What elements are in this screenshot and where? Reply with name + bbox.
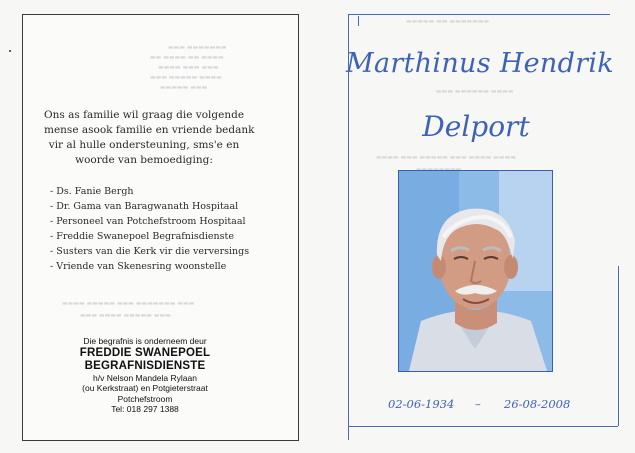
frame-tick <box>358 16 359 26</box>
bleed-through-text: ▬▬▬▬ ▬▬▬ ▬▬▬ <box>158 64 219 71</box>
funeral-intro: Die begrafnis is onderneem deur <box>83 336 207 346</box>
funeral-address: (ou Kerkstraat) en Potgieterstraat <box>82 383 208 393</box>
bleed-through-text: ▬▬▬▬ ▬▬▬▬▬ ▬▬▬ ▬▬▬▬▬▬▬ ▬▬▬ <box>62 300 195 307</box>
list-item: - Susters van die Kerk vir die verversings <box>50 246 250 257</box>
frame-line <box>348 14 610 15</box>
deceased-first-names: Marthinus Hendrik <box>346 48 614 79</box>
bleed-through-text: ▬▬▬ ▬▬▬▬ ▬▬▬▬▬ ▬▬▬ <box>80 312 171 319</box>
frame-line <box>348 426 618 427</box>
thanks-line: mense asook familie en vriende bedank <box>44 124 255 136</box>
bleed-through-text: ▬▬▬ ▬▬▬▬▬▬ ▬▬▬▬ <box>436 88 514 95</box>
birth-date: 02-06-1934 <box>388 397 455 411</box>
list-item: - Personeel van Potchefstroom Hospitaal <box>50 216 246 227</box>
portrait-illustration <box>399 171 552 371</box>
list-item: - Dr. Gama van Baragwanath Hospitaal <box>50 201 239 212</box>
list-item: - Vriende van Skenesring woonstelle <box>50 261 227 272</box>
funeral-address: h/v Nelson Mandela Rylaan <box>93 372 197 383</box>
thanks-line: woorde van bemoediging: <box>75 154 213 166</box>
death-date: 26-08-2008 <box>504 397 571 411</box>
list-item: - Ds. Fanie Bergh <box>50 186 134 197</box>
funeral-company-name: FREDDIE SWANEPOEL <box>79 346 211 359</box>
list-item: - Freddie Swanepoel Begrafnisdienste <box>50 231 234 242</box>
date-separator: – <box>475 397 481 411</box>
deceased-surname: Delport <box>422 110 530 143</box>
bleed-through-text: ▬▬▬▬ ▬▬▬ ▬▬▬▬▬ ▬▬▬ ▬▬▬▬ ▬▬▬▬ <box>376 154 516 161</box>
bleed-through-text: ▬▬▬ ▬▬▬▬▬ ▬▬▬▬ <box>150 74 222 81</box>
frame-line <box>618 266 619 426</box>
bleed-through-text: ▬▬ ▬▬▬▬ ▬▬ ▬▬▬▬ <box>150 54 224 61</box>
scan-speck <box>9 50 11 52</box>
portrait-photo <box>398 170 553 372</box>
funeral-company-type: BEGRAFNISDIENSTE <box>84 359 206 372</box>
thanks-line: vir al hulle ondersteuning, sms'e en <box>48 139 240 151</box>
funeral-director-block <box>60 336 230 415</box>
bleed-through-text: ▬▬▬▬▬ ▬▬▬ <box>160 84 208 91</box>
funeral-city: Potchefstroom <box>117 393 173 404</box>
thanks-message <box>44 108 255 168</box>
thanks-line: Ons as familie wil graag die volgende <box>44 109 245 121</box>
acknowledgement-list <box>50 184 249 274</box>
bleed-through-text: ▬▬▬ ▬▬▬▬▬▬▬ <box>168 44 227 51</box>
bleed-through-text: ▬▬▬▬▬ ▬▬ ▬▬▬▬▬▬▬ <box>406 18 490 25</box>
funeral-phone: Tel: 018 297 1388 <box>111 404 179 414</box>
